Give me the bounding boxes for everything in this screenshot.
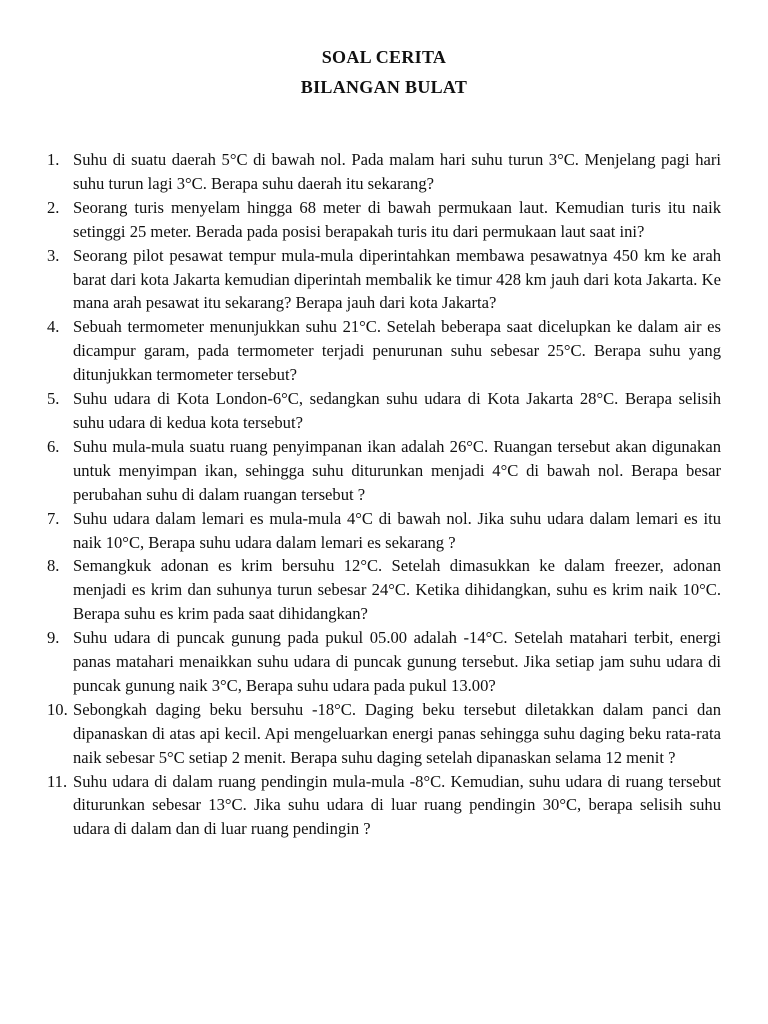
question-text: Semangkuk adonan es krim bersuhu 12°C. Setelah dimasukkan ke dalam freezer, adonan menjadi es krim dan suhunya turun sebesar 24°C. Ketika dihidangkan, suhu es krim naik 10°C. Berapa suhu es krim pada saat dihidangkan? [73, 556, 721, 624]
question-number: 9. [47, 628, 60, 648]
question-number: 5. [47, 389, 60, 409]
question-item [47, 435, 721, 507]
question-number: 3. [47, 245, 60, 265]
question-text: Suhu udara di puncak gunung pada pukul 05.00 adalah -14°C. Setelah matahari terbit, energi panas matahari menaikkan suhu udara di puncak gunung tersebut. Jika setiap jam suhu udara di puncak gunung naik 3°C, Berapa suhu udara pada pukul 13.00? [73, 628, 721, 695]
question-number: 11. [47, 771, 68, 791]
question-item [47, 554, 721, 626]
question-number: 8. [47, 556, 60, 576]
question-list [47, 148, 721, 841]
question-text: Suhu udara di Kota London-6°C, sedangkan suhu udara di Kota Jakarta 28°C. Berapa selisih suhu udara di kedua kota tersebut? [73, 389, 721, 432]
question-item [47, 315, 721, 387]
document-subtitle: BILANGAN BULAT [300, 77, 468, 97]
question-text: Suhu udara dalam lemari es mula-mula 4°C di bawah nol. Jika suhu udara dalam lemari es itu naik 10°C, Berapa suhu udara dalam lemari es sekarang ? [73, 508, 721, 552]
question-text: Suhu di suatu daerah 5°C di bawah nol. Pada malam hari suhu turun 3°C. Menjelang pagi hari suhu turun lagi 3°C. Berapa suhu daerah itu sekarang? [73, 150, 721, 193]
question-item [47, 196, 721, 244]
question-number: 4. [47, 317, 60, 337]
question-text: Seorang turis menyelam hingga 68 meter di bawah permukaan laut. Kemudian turis itu naik setinggi 25 meter. Berada pada posisi berapakah turis itu dari permukaan laut saat ini? [73, 197, 721, 241]
question-text: Sebuah termometer menunjukkan suhu 21°C. Setelah beberapa saat dicelupkan ke dalam air es dicampur garam, pada termometer terjadi penurunan suhu sebesar 25°C. Berapa suhu yang ditunjukkan termometer tersebut? [73, 317, 721, 385]
question-text: Suhu udara di dalam ruang pendingin mula-mula -8°C. Kemudian, suhu udara di ruang tersebut diturunkan sebesar 13°C. Jika suhu udara di luar ruang pendingin 30°C, berapa selisih suhu udara di dalam dan di luar ruang pendingin ? [73, 771, 721, 839]
question-item [47, 626, 721, 698]
question-text: Suhu mula-mula suatu ruang penyimpanan ikan adalah 26°C. Ruangan tersebut akan digunakan untuk menyimpan ikan, sehingga suhu diturunkan menjadi 4°C di bawah nol. Berapa besar perubahan suhu di dalam ruangan tersebut ? [73, 436, 721, 504]
question-text: Sebongkah daging beku bersuhu -18°C. Daging beku tersebut diletakkan dalam panci dan dipanaskan di atas api kecil. Api mengeluarkan energi panas sehingga suhu daging beku rata-rata naik sebesar 5°C setiap 2 menit. Berapa suhu daging setelah dipanaskan selama 12 menit ? [73, 699, 721, 767]
question-item [47, 148, 721, 196]
question-item [47, 770, 721, 842]
question-item [47, 244, 721, 316]
question-item [47, 698, 721, 770]
question-number: 7. [47, 508, 60, 528]
question-item [47, 387, 721, 435]
question-item [47, 507, 721, 555]
question-text: Seorang pilot pesawat tempur mula-mula diperintahkan membawa pesawatnya 450 km ke arah barat dari kota Jakarta kemudian diperintah membalik ke timur 428 km jauh dari kota Jakarta. Ke mana arah pesawat itu sekarang? Berapa jauh dari kota Jakarta? [73, 245, 721, 313]
question-number: 2. [47, 197, 60, 217]
question-number: 1. [47, 150, 60, 169]
question-number: 10. [47, 699, 68, 719]
document-title: SOAL CERITA [321, 47, 447, 67]
question-number: 6. [47, 436, 60, 456]
